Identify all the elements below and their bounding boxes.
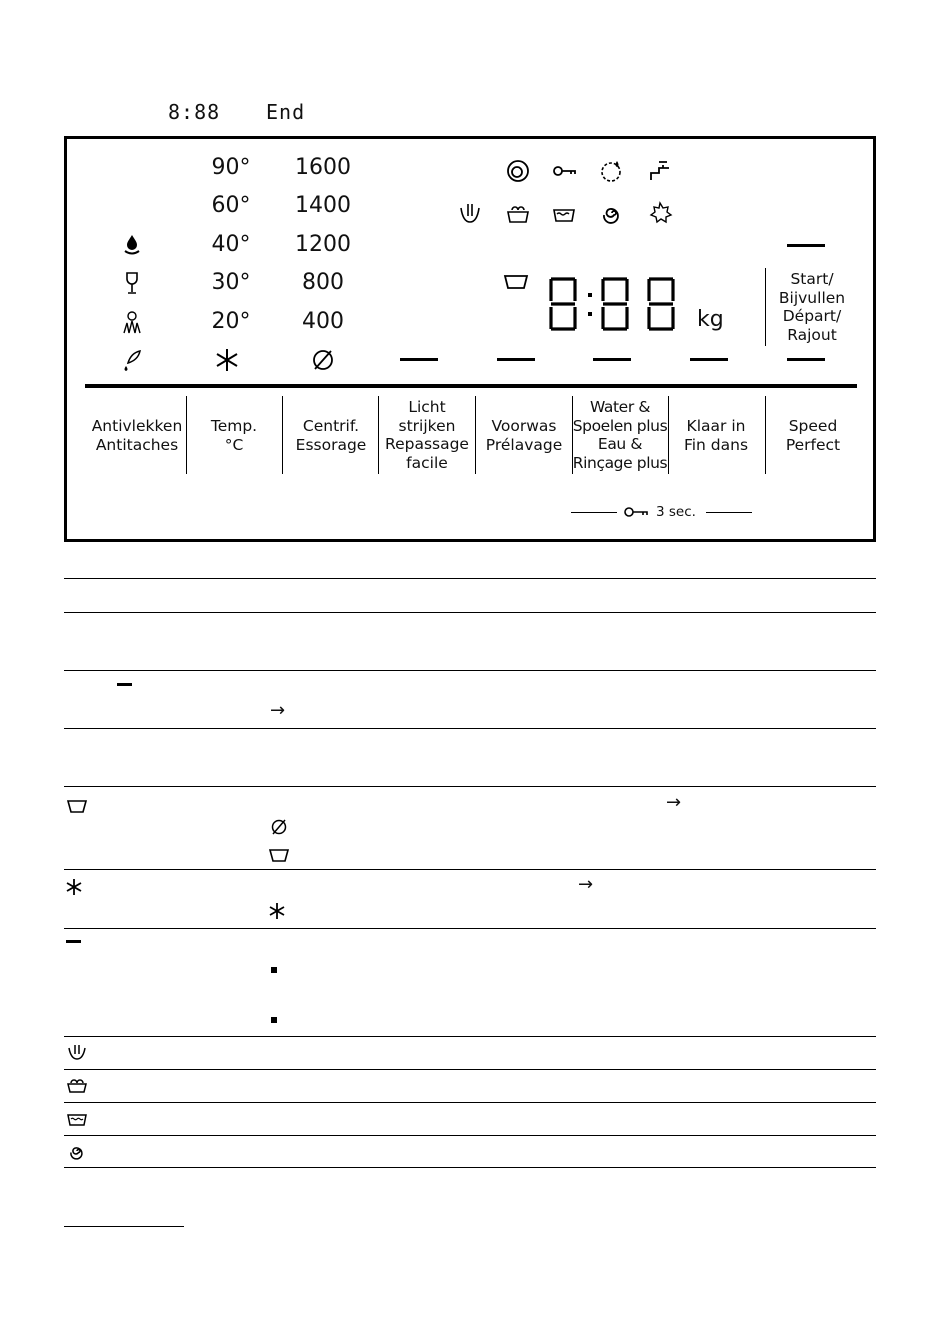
spin-option: 800 <box>302 270 344 295</box>
temp-option: 30° <box>211 270 251 295</box>
option-indicator <box>497 358 535 361</box>
start-label-line: Départ/ <box>782 307 842 325</box>
hint-line-right <box>706 512 752 513</box>
table-rule <box>64 1135 876 1136</box>
spin-option: 1600 <box>295 155 351 180</box>
soak-icon <box>457 200 483 226</box>
start-label-line: Start/ <box>790 270 834 288</box>
spin-button[interactable]: Centrif. Essorage <box>295 417 367 454</box>
spin-icon <box>66 1142 88 1160</box>
spin-option: 400 <box>302 309 344 334</box>
spin-option: 1400 <box>295 193 351 218</box>
option-indicator <box>787 358 825 361</box>
finish-in-button[interactable]: Klaar in Fin dans <box>683 417 749 454</box>
stain-brush-icon <box>119 347 145 373</box>
bullet <box>271 1017 277 1023</box>
wash-icon <box>551 200 577 226</box>
arrow-icon: → <box>270 700 286 721</box>
temp-option: 90° <box>211 155 251 180</box>
separator <box>475 396 476 474</box>
wash-icon <box>66 1110 88 1128</box>
table-rule <box>64 928 876 929</box>
door-lock-icon <box>505 158 531 184</box>
child-lock-hint: 3 sec. <box>656 504 696 520</box>
temp-option: 60° <box>211 193 251 218</box>
temp-option: 20° <box>211 309 251 334</box>
table-rule <box>64 869 876 870</box>
water-plus-button[interactable]: Water & Spoelen plus Eau & Rinçage plus <box>572 398 668 472</box>
drum-clean-icon <box>599 158 625 184</box>
table-rule <box>64 670 876 671</box>
no-spin-icon <box>268 818 290 836</box>
table-rule <box>64 578 876 579</box>
temperature-button[interactable]: Temp. °C <box>210 417 258 454</box>
drop-icon <box>119 232 145 258</box>
start-button-label[interactable] <box>768 270 856 344</box>
easy-iron-button[interactable]: Licht strijken Repassage facile <box>385 398 469 472</box>
option-indicator <box>400 358 438 361</box>
spin-icon <box>599 200 625 226</box>
speed-perfect-button[interactable]: Speed Perfect <box>785 417 841 454</box>
key-icon <box>551 158 577 184</box>
prewash-icon <box>505 200 531 226</box>
allergy-icon <box>647 200 673 226</box>
panel-divider <box>85 384 857 388</box>
temp-option: 40° <box>211 232 251 257</box>
table-rule <box>64 612 876 613</box>
time-indicator: 8:88 <box>168 100 221 124</box>
soak-icon <box>66 1043 88 1061</box>
table-rule <box>64 786 876 787</box>
tub-icon <box>268 846 290 864</box>
spin-option: 1200 <box>295 232 351 257</box>
control-panel <box>64 136 876 542</box>
antistain-button[interactable]: Antivlekken Antitaches <box>91 417 183 454</box>
tub-icon <box>66 797 88 815</box>
option-indicator <box>690 358 728 361</box>
table-rule <box>64 728 876 729</box>
start-label-line: Bijvullen <box>778 288 846 307</box>
prewash-icon <box>66 1076 88 1094</box>
bullet <box>271 967 277 973</box>
tub-icon <box>503 272 529 292</box>
footnote-rule <box>64 1226 184 1227</box>
separator <box>378 396 379 474</box>
end-indicator: End <box>266 100 306 124</box>
separator <box>282 396 283 474</box>
start-label-line: Rajout <box>787 325 837 344</box>
dash-icon <box>66 940 81 943</box>
no-spin-icon <box>310 347 336 373</box>
table-rule <box>64 1036 876 1037</box>
table-rule <box>64 1102 876 1103</box>
prewash-button[interactable]: Voorwas Prélavage <box>485 417 563 454</box>
option-indicator <box>593 358 631 361</box>
snowflake-icon <box>266 902 288 920</box>
wine-glass-icon <box>119 270 145 296</box>
separator <box>765 268 766 346</box>
grass-icon <box>119 309 145 335</box>
time-display <box>548 276 683 336</box>
arrow-icon: → <box>578 874 594 895</box>
key-icon <box>622 502 650 522</box>
arrow-icon: → <box>666 792 682 813</box>
snowflake-icon <box>63 878 85 896</box>
table-rule <box>64 1069 876 1070</box>
kg-unit: kg <box>697 307 724 332</box>
dash-icon <box>117 683 132 686</box>
table-rule <box>64 1167 876 1168</box>
hint-line-left <box>571 512 617 513</box>
tap-icon <box>647 158 673 184</box>
snowflake-icon <box>214 347 240 373</box>
start-indicator <box>787 244 825 247</box>
